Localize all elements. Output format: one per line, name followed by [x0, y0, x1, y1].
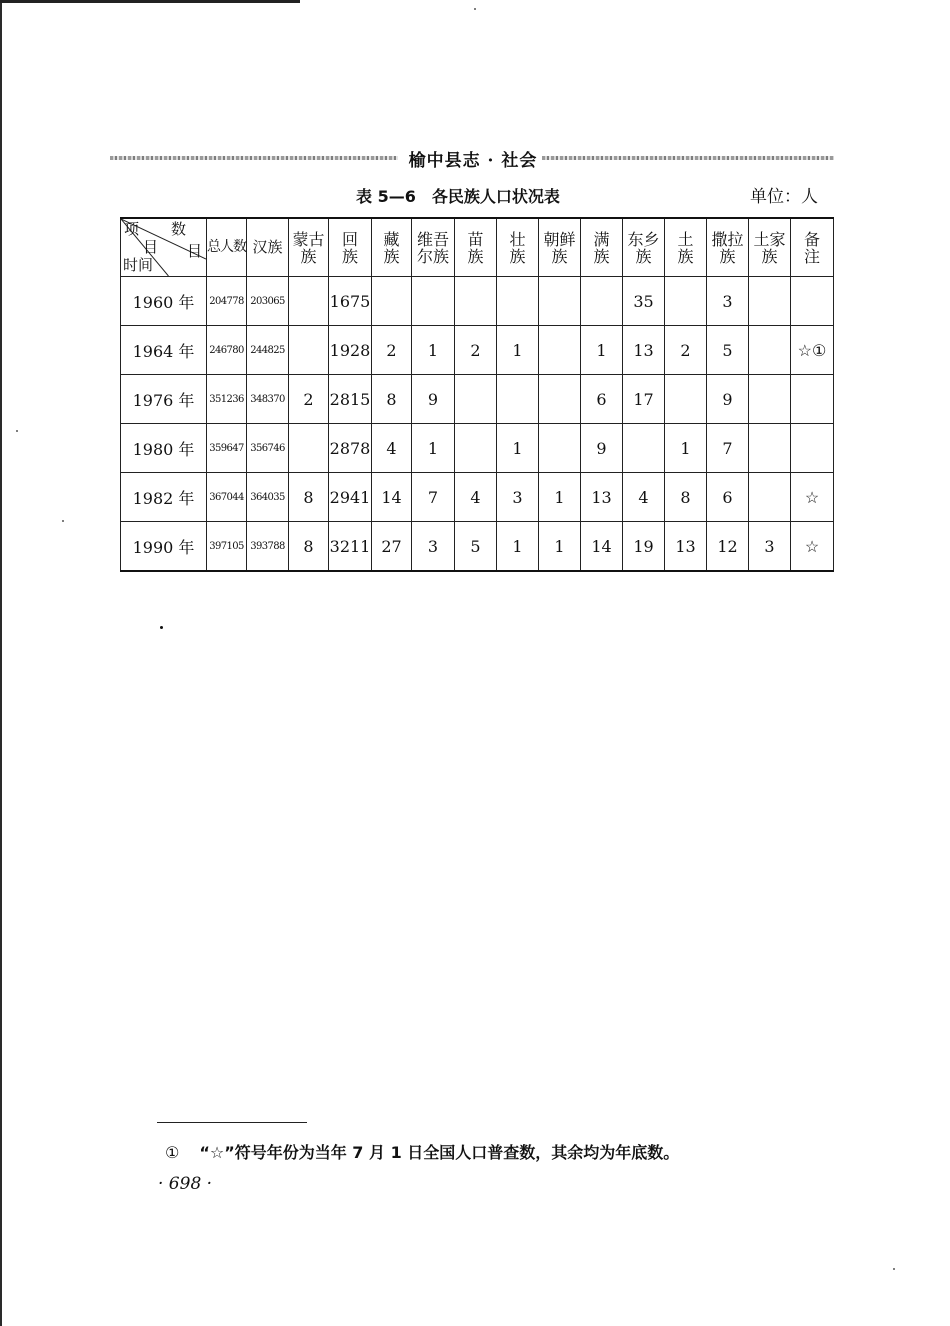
table-cell: 7 [412, 473, 455, 522]
running-head [110, 146, 834, 170]
table-cell: 397105 [207, 522, 247, 572]
table-cell [623, 424, 665, 473]
table-cell: 8 [289, 473, 329, 522]
table-cell: 3 [412, 522, 455, 572]
stub-time-label: 时间 [123, 256, 154, 274]
table-cell: 14 [372, 473, 412, 522]
table-cell: 13 [665, 522, 707, 572]
table-cell: 1928 [329, 326, 372, 375]
table-cell: 351236 [207, 375, 247, 424]
table-cell: 393788 [247, 522, 289, 572]
table-stub-header [121, 218, 207, 277]
scan-speck [160, 626, 163, 629]
table-row [121, 473, 834, 522]
stub-count-label: 数 [171, 220, 187, 238]
table-cell: 1 [581, 326, 623, 375]
table-cell [791, 277, 834, 326]
table-cell: 364035 [247, 473, 289, 522]
stub-mu-label: 目 [143, 238, 159, 256]
row-year: 1982 年 [121, 473, 207, 522]
table-cell: 3211 [329, 522, 372, 572]
table-cell: 19 [623, 522, 665, 572]
table-cell [665, 375, 707, 424]
stub-item-label: 项 [124, 220, 140, 238]
table-cell [372, 277, 412, 326]
table-cell: 2 [372, 326, 412, 375]
table-cell: 8 [665, 473, 707, 522]
scan-edge [0, 0, 2, 1326]
column-header: 总人数 [207, 218, 247, 277]
column-header: 东乡 族 [623, 218, 665, 277]
table-cell: 1675 [329, 277, 372, 326]
footnote-text: “☆”符号年份为当年 7 月 1 日全国人口普查数，其余均为年底数。 [199, 1143, 680, 1162]
table-cell [581, 277, 623, 326]
table-cell: 1 [539, 473, 581, 522]
table-cell: 4 [623, 473, 665, 522]
table-cell: 6 [707, 473, 749, 522]
table-cell: 367044 [207, 473, 247, 522]
table-cell: 2 [289, 375, 329, 424]
stub-mu-label: 目 [187, 242, 203, 260]
table-cell: 1 [497, 522, 539, 572]
table-cell [497, 375, 539, 424]
column-header: 朝鲜 族 [539, 218, 581, 277]
column-header: 土 族 [665, 218, 707, 277]
table-cell: 3 [497, 473, 539, 522]
table-cell: 2941 [329, 473, 372, 522]
table-cell [791, 424, 834, 473]
table-cell: 2878 [329, 424, 372, 473]
table-cell [289, 277, 329, 326]
table-cell [791, 375, 834, 424]
table-row [121, 375, 834, 424]
footnote [165, 1140, 679, 1163]
table-cell [412, 277, 455, 326]
table-cell: 1 [412, 424, 455, 473]
running-head-text: 榆中县志 · 社会 [408, 151, 538, 171]
table-cell [539, 326, 581, 375]
table-cell: 9 [581, 424, 623, 473]
table-cell: 4 [455, 473, 497, 522]
table-cell: 244825 [247, 326, 289, 375]
table-cell: 8 [372, 375, 412, 424]
table-cell: 3 [707, 277, 749, 326]
column-header: 蒙古 族 [289, 218, 329, 277]
scan-speck [474, 8, 476, 10]
row-year: 1976 年 [121, 375, 207, 424]
table-cell: 13 [581, 473, 623, 522]
table-cell: 1 [497, 424, 539, 473]
table-cell: 2 [665, 326, 707, 375]
table-row [121, 326, 834, 375]
scan-speck [62, 520, 64, 522]
table-cell: 2815 [329, 375, 372, 424]
table-cell: 348370 [247, 375, 289, 424]
table-cell: 204778 [207, 277, 247, 326]
column-header: 藏 族 [372, 218, 412, 277]
running-head-rule-left [110, 156, 398, 160]
row-year: 1964 年 [121, 326, 207, 375]
column-header: 备 注 [791, 218, 834, 277]
row-year: 1960 年 [121, 277, 207, 326]
table-cell [749, 473, 791, 522]
table-cell: 356746 [247, 424, 289, 473]
table-cell: 246780 [207, 326, 247, 375]
column-header: 撒拉 族 [707, 218, 749, 277]
table-cell: 1 [539, 522, 581, 572]
table-cell [289, 326, 329, 375]
table-cell [455, 277, 497, 326]
table-cell: 6 [581, 375, 623, 424]
table-cell: ☆① [791, 326, 834, 375]
population-table [120, 217, 834, 572]
page-number: · 698 · [158, 1174, 213, 1194]
table-cell: 3 [749, 522, 791, 572]
column-header: 维吾 尔族 [412, 218, 455, 277]
table-cell: 27 [372, 522, 412, 572]
table-cell [455, 424, 497, 473]
table-row [121, 277, 834, 326]
row-year: 1990 年 [121, 522, 207, 572]
table-cell: 14 [581, 522, 623, 572]
table-cell [749, 375, 791, 424]
table-cell: 17 [623, 375, 665, 424]
table-cell: 1 [412, 326, 455, 375]
table-cell: 2 [455, 326, 497, 375]
table-row [121, 424, 834, 473]
table-cell [497, 277, 539, 326]
table-cell [749, 326, 791, 375]
footnote-marker: ① [165, 1143, 180, 1162]
table-cell [749, 424, 791, 473]
table-cell [455, 375, 497, 424]
table-cell: 1 [497, 326, 539, 375]
scan-edge-top [0, 0, 300, 3]
table-cell [749, 277, 791, 326]
table-cell: 35 [623, 277, 665, 326]
table-cell [665, 277, 707, 326]
table-cell: ☆ [791, 473, 834, 522]
table-cell [539, 375, 581, 424]
table-cell: 5 [455, 522, 497, 572]
table-header-row [121, 218, 834, 277]
table-cell: 203065 [247, 277, 289, 326]
table-cell: 12 [707, 522, 749, 572]
footnote-rule [157, 1122, 307, 1123]
table-row [121, 522, 834, 572]
column-header: 汉族 [247, 218, 289, 277]
running-head-rule-right [542, 156, 834, 160]
column-header: 苗 族 [455, 218, 497, 277]
table-unit: 单位：人 [750, 187, 818, 207]
table-cell [539, 424, 581, 473]
table-cell: 5 [707, 326, 749, 375]
column-header: 土家 族 [749, 218, 791, 277]
table-cell: 9 [707, 375, 749, 424]
table-cell: 359647 [207, 424, 247, 473]
table-cell: 13 [623, 326, 665, 375]
table-title: 表 5—6 各民族人口状况表 [356, 187, 560, 206]
column-header: 回 族 [329, 218, 372, 277]
scan-speck [893, 1268, 895, 1270]
table-caption [120, 184, 832, 210]
table-cell: 7 [707, 424, 749, 473]
column-header: 满 族 [581, 218, 623, 277]
column-header: 壮 族 [497, 218, 539, 277]
table-cell: 8 [289, 522, 329, 572]
table-cell: 4 [372, 424, 412, 473]
table-body [121, 277, 834, 572]
row-year: 1980 年 [121, 424, 207, 473]
table-cell: ☆ [791, 522, 834, 572]
table-cell: 9 [412, 375, 455, 424]
scan-speck [16, 430, 18, 432]
table-cell [539, 277, 581, 326]
table-cell [289, 424, 329, 473]
table-cell: 1 [665, 424, 707, 473]
